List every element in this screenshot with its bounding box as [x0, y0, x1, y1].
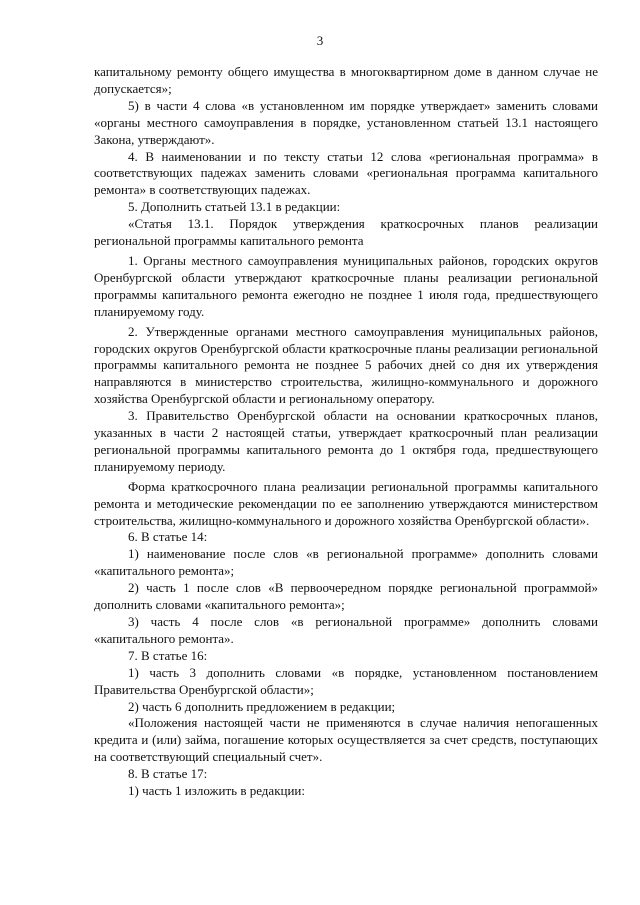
document-body: [94, 64, 598, 800]
section-6-item-3: 3) часть 4 после слов «в региональной программе» дополнить словами «капитального ремонта».: [94, 614, 598, 646]
article-13-1-part-1: 1. Органы местного самоуправления муниципальных районов, городских округов Оренбургской области утверждают краткосрочные планы реализации региональной программы капитального ремонта ежегодно не позднее 1 июля года, предшествующего планируемому году.: [94, 252, 598, 319]
section-7-item-2: 2) часть 6 дополнить предложением в редакции;: [128, 698, 396, 714]
section-6-item-1: 1) наименование после слов «в региональной программе» дополнить словами «капитального ремонта»;: [94, 546, 598, 579]
article-13-1-part-3: 3. Правительство Оренбургской области на основании краткосрочных планов, указанных в части 2 настоящей статьи, утверждает краткосрочный план реализации региональной программы капитального ремонта до 1 октября года, предшествующего планируемому периоду.: [94, 408, 598, 474]
paragraph-section-6: 6. В статье 14:: [128, 529, 208, 545]
paragraph-continuation: капитальному ремонту общего имущества в многоквартирном доме в данном случае не допускается»;: [94, 64, 598, 96]
page-number: 3: [316, 33, 324, 48]
section-8-item-1: 1) часть 1 изложить в редакции:: [128, 783, 305, 799]
article-13-1-part-2: 2. Утвержденные органами местного самоуправления муниципальных районов, городских округов Оренбургской области краткосрочные планы реализации региональной программы капитального ремонта не позднее 5 рабочих дней со дня их утверждения направляются в министерство строительства, жилищно-коммунального и дорожного хозяйства Оренбургской области и региональному оператору.: [94, 323, 598, 407]
paragraph-section-5: 5. Дополнить статьей 13.1 в редакции:: [128, 199, 341, 215]
paragraph-section-8: 8. В статье 17:: [128, 766, 208, 782]
article-13-1-form-paragraph: Форма краткосрочного плана реализации региональной программы капитального ремонта и методические рекомендации по ее заполнению утверждаются министерством строительства, жилищно-коммунального и дорожного хозяйства Оренбургской области».: [94, 478, 598, 528]
section-6-item-2: 2) часть 1 после слов «В первоочередном порядке региональной программой» дополнить словами «капитального ремонта»;: [94, 580, 598, 613]
article-13-1-title: «Статья 13.1. Порядок утверждения краткосрочных планов реализации региональной программы капитального ремонта: [94, 216, 598, 249]
paragraph-item-5: 5) в части 4 слова «в установленном им порядке утверждает» заменить словами «органы местного самоуправления в порядке, установленном статьей 13.1 настоящего Закона, утверждают».: [94, 97, 598, 147]
section-7-item-1: 1) часть 3 дополнить словами «в порядке, установленном постановлением Правительства Оренбургской области»;: [94, 664, 598, 697]
paragraph-section-4: 4. В наименовании и по тексту статьи 12 слова «региональная программа» в соответствующих падежах заменить словами «региональная программа капитального ремонта» в соответствующих падежах.: [94, 148, 598, 198]
section-7-quoted-sentence: «Положения настоящей части не применяются в случае наличия непогашенных кредита и (или) займа, погашение которых осуществляется за счет средств, поступающих на соответствующий специальный счет».: [94, 715, 598, 765]
paragraph-section-7: 7. В статье 16:: [128, 647, 208, 663]
